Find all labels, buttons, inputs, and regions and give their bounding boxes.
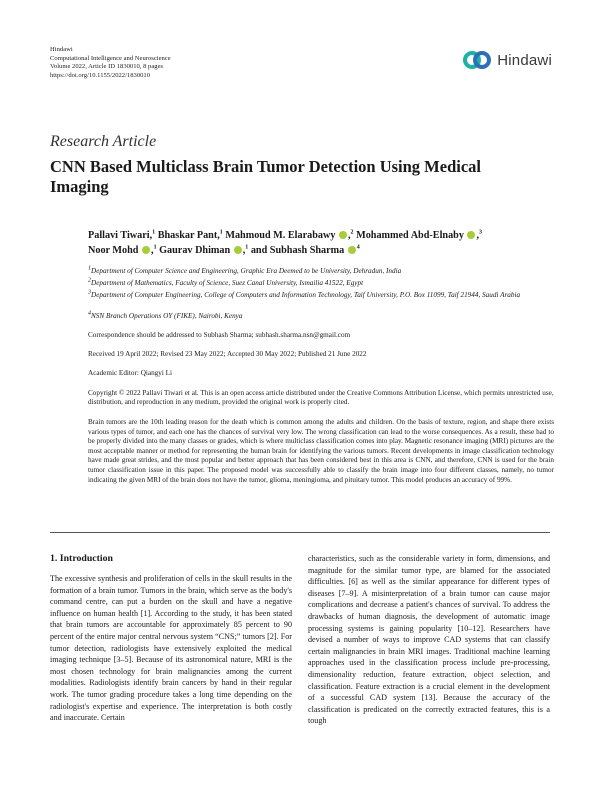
section-heading: 1. Introduction: [50, 553, 113, 564]
orcid-icon[interactable]: [142, 246, 150, 254]
body-paragraph: characteristics, such as the considerable variety in form, dimensions, and magnitude for the similar tumor type, are blamed for the associated difficulties. [6] as well as the similar appearance for different types of diseases [7–9]. A misinterpretation of a brain tumor can cause major complications and decrease a patient's chances of survival. To address the drawbacks of human diagnosis, the development of automatic image processing systems is gaining popularity [10–12]. Researchers have devised a number of ways to improve CAD systems that can classify certain malignancies in brain MRI images. Traditional machine learning approaches used in the classification process include pre-processing, dimensionality reduction, feature extraction, object selection, and classification. Feature extraction is a crucial element in the development of a successful CAD system [13]. Because the accuracy of the classification is predicated on the correctly extracted features, this is a tough: [308, 554, 550, 726]
article-title: CNN Based Multiclass Brain Tumor Detection Using Medical Imaging: [50, 157, 481, 196]
author: Noor Mohd ,$^1$: [88, 244, 157, 256]
academic-editor: Academic Editor: Qiangyi Li: [88, 369, 173, 377]
orcid-icon[interactable]: [348, 246, 356, 254]
logo-wordmark: Hindawi: [497, 51, 552, 69]
body-column-left: [50, 553, 292, 724]
author: Pallavi Tiwari,$^1$: [88, 229, 156, 241]
journal-meta: [50, 46, 171, 80]
orcid-icon[interactable]: [234, 246, 242, 254]
affiliation: $^4$NSN Branch Operations OY (FIKE), Nairobi, Kenya: [88, 310, 243, 320]
publication-dates: Received 19 April 2022; Revised 23 May 2022; Accepted 30 May 2022; Published 21 June 2022: [88, 350, 367, 358]
volume-info: Volume 2022, Article ID 1830010, 8 pages: [50, 63, 164, 71]
affiliation: $^1$Department of Computer Science and Engineering, Graphic Era Deemed to be University, Dehradun, India: [88, 265, 402, 275]
publisher-name: Hindawi: [50, 46, 73, 53]
hindawi-logo[interactable]: [462, 50, 552, 70]
author: and Subhash Sharma $^4$: [250, 244, 360, 256]
doi-link[interactable]: https://doi.org/10.1155/2022/1830010: [50, 71, 151, 79]
divider: [50, 532, 550, 533]
author: Mahmoud M. Elarabawy ,$^2$: [225, 229, 354, 241]
hindawi-rings-icon: [462, 50, 492, 70]
affiliation: $^3$Department of Computer Engineering, College of Computers and Information Technology, Taif University, P.O. Box 11099, Taif 21944, Saudi Arabia: [88, 289, 521, 299]
orcid-icon[interactable]: [467, 231, 475, 239]
author: Gaurav Dhiman ,$^1$: [159, 244, 249, 256]
author: Mohammed Abd-Elnaby ,$^3$: [356, 229, 483, 241]
article-type: Research Article: [50, 133, 157, 150]
copyright-notice: Copyright © 2022 Pallavi Tiwari et al. This is an open access article distributed under the Creative Commons Attribution License, which permits unrestricted use, distribution, and reproduction in any medium, provided the original work is properly cited.: [88, 389, 554, 407]
body-column-right: [308, 553, 550, 727]
abstract: Brain tumors are the 10th leading reason for the death which is common among the adults and children. On the basis of texture, region, and shape there exists various types of tumor, and each one has the chances of survival very low. The wrong classification can lead to the worse consequences. As a result, these had to be properly divided into the many classes or grades, which is where multiclass classification comes into play. Magnetic resonance imaging (MRI) pictures are the most acceptable manner or method for representing the human brain for identifying the various tumors. Recent developments in image classification technology have made great strides, and the most popular and better approach that has been considered best in this area is CNN, and therefore, CNN is used for the brain tumor classification issue in this paper. The proposed model was successfully able to classify the brain image into four different classes, namely, no tumor indicating the given MRI of the brain does not have the tumor, glioma, meningioma, and pituitary tumor. This model produces an accuracy of 99%.: [88, 418, 554, 484]
body-paragraph: The excessive synthesis and proliferation of cells in the skull results in the formation of a brain tumor. Tumors in the brain, which serve as the body's command centre, can put a burden on the skull and have a negative influence on human health [1]. According to the study, it has been stated that brain tumors are accountable for approximately 85 percent to 90 percent of the entire major central nervous system “CNS;” tumors [2]. For tumor detection, radiologists have extensively exploited the medical imaging technique [3–5]. Because of its astronomical nature, MRI is the most chosen technology for brain malignancies among the current modalities. Radiologists identify brain cancers by hand in their regular work. The tumor grading procedure takes a long time depending on the radiologist's expertise and experience. The interpretation is both costly and inaccurate. Certain: [50, 574, 292, 723]
correspondence: Correspondence should be addressed to Subhash Sharma; subhash.sharma.nsn@gmail.com: [88, 331, 351, 339]
affiliation: $^2$Department of Mathematics, Faculty of Science, Suez Canal University, Ismailia 41522, Egypt: [88, 277, 364, 287]
orcid-icon[interactable]: [339, 231, 347, 239]
author: Bhaskar Pant,$^1$: [157, 229, 223, 241]
author-list: [88, 228, 558, 258]
journal-name: Computational Intelligence and Neuroscience: [50, 54, 171, 62]
